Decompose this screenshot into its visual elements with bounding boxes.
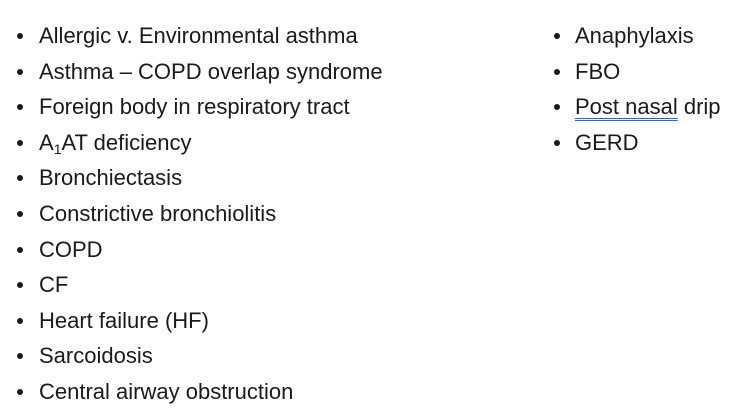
left-bullet-list: [17, 18, 497, 410]
list-item: [17, 232, 497, 268]
spellcheck-flagged-text[interactable]: Post nasal: [575, 94, 678, 120]
list-item-text-rest: drip: [677, 94, 721, 120]
list-item-text: Foreign body in respiratory tract: [39, 94, 350, 120]
list-item-text: Anaphylaxis: [575, 23, 694, 48]
bullet-icon: [17, 33, 23, 39]
bullet-icon: [17, 318, 23, 324]
bullet-icon: [554, 69, 560, 75]
list-item-text: Bronchiectasis: [39, 165, 183, 191]
bullet-icon: [17, 389, 23, 395]
list-item-text: GERD: [575, 129, 639, 155]
list-item: [17, 374, 497, 410]
list-item-text: Heart failure (HF): [39, 307, 209, 333]
list-item: [17, 267, 497, 303]
list-item: [17, 303, 497, 339]
bullet-icon: [17, 104, 23, 110]
bullet-icon: [17, 69, 23, 75]
list-item-text: Central airway obstruction: [39, 378, 294, 404]
bullet-icon: [17, 247, 23, 253]
list-item: [554, 89, 740, 125]
bullet-icon: [17, 353, 23, 359]
list-item-text: FBO: [575, 58, 621, 84]
bullet-icon: [554, 140, 560, 146]
list-item: [17, 89, 497, 125]
a1at-subscript: 1: [53, 140, 62, 157]
bullet-icon: [17, 211, 23, 217]
list-item-text: Allergic v. Environmental asthma: [39, 23, 358, 48]
list-item-text: [575, 89, 721, 125]
bullet-icon: [17, 175, 23, 181]
list-item: [17, 338, 497, 374]
list-item: [17, 125, 497, 161]
bullet-icon: [17, 282, 23, 288]
right-bullet-list: [554, 18, 740, 160]
bullet-icon: [17, 140, 23, 146]
list-item-text: Constrictive bronchiolitis: [39, 200, 277, 226]
a1at-prefix: A: [39, 129, 54, 155]
bullet-icon: [554, 33, 560, 39]
list-item-text: CF: [39, 272, 69, 298]
list-item-text: COPD: [39, 236, 103, 262]
list-item: [17, 18, 497, 54]
list-item: [17, 196, 497, 232]
list-item: [17, 160, 497, 196]
list-item: [554, 18, 740, 54]
list-item: [17, 54, 497, 90]
list-item-text: Sarcoidosis: [39, 343, 153, 369]
bullet-icon: [554, 104, 560, 110]
list-item: [554, 54, 740, 90]
a1at-suffix: AT deficiency: [61, 129, 192, 155]
list-item: [554, 125, 740, 161]
list-item-text: Asthma – COPD overlap syndrome: [39, 58, 383, 84]
